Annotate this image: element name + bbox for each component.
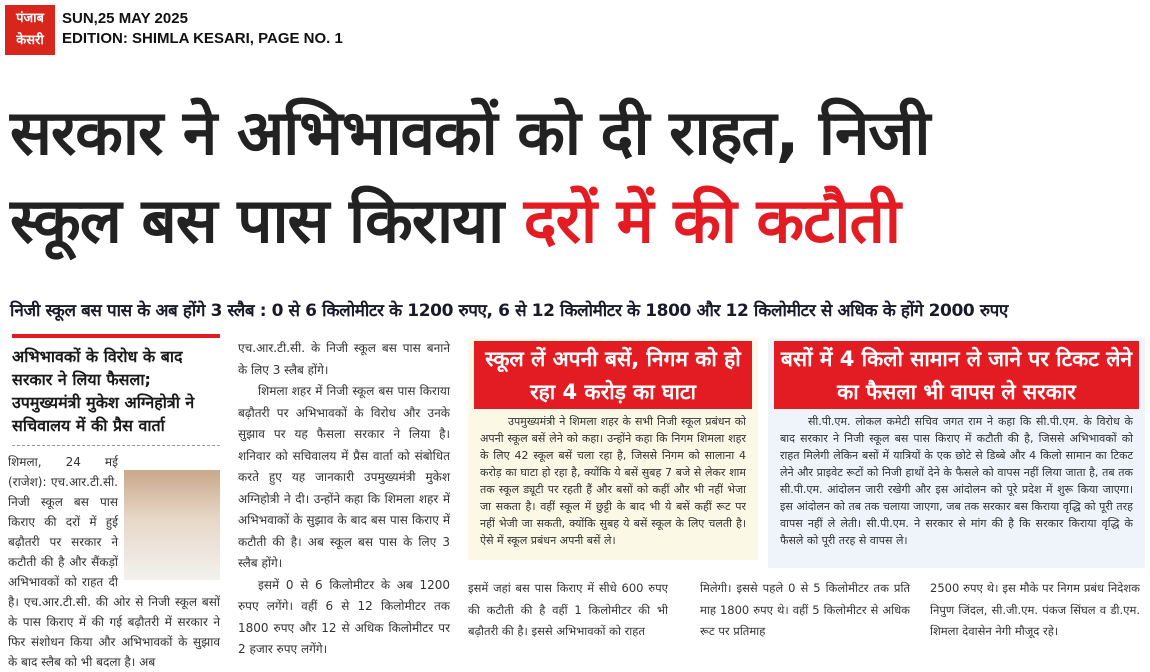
box-body: सी.पी.एम. लोकल कमेटी सचिव जगत राम ने कहा कि सी.पी.एम. के विरोध के बाद सरकार ने निजी स्कूल बस पास किराए में कटौती की है, जिससे अभिभावकों को राहत मिलेगी लेकिन बसों में यात्रियों के एक छोटे से डिब्बे और 4 किलो सामान का टिकट लेने और प्राइवेट रूटों को निजी हाथों देने के फैसले को वापस नहीं लिया जाता है, तब तक सी.पी.एम. आंदोलन जारी रखेगी और इस आंदोलन को पूरे प्रदेश में शुरू किया जाएगा। इस आंदोलन को तब तक चलाया जाएगा, जब तक सरकार बस किराया वृद्धि को पूरी तरह वापस नहीं ले लेती। सी.पी.एम. ने सरकार से मांग की है कि सरकार किराया वृद्धि के फैसले को पूरी तरह से वापस ले। <box>780 415 1133 547</box>
left-column-heading: अभिभावकों के विरोध के बाद सरकार ने लिया फैसला; उपमुख्यमंत्री मुकेश अग्निहोत्री ने सचिवालय में की प्रैस वार्ता <box>12 347 195 435</box>
bottom-column-2: मिलेगी। इससे पहले 0 से 5 किलोमीटर तक प्रति माह 1800 रुपए थे। वहीं 5 किलोमीटर से अधिक रूट पर प्रतिमाह <box>700 581 910 638</box>
bottom-column-3: 2500 रुपए थे। इस मौके पर निगम प्रबंध निदेशक निपुण जिंदल, सी.जी.एम. पंकज सिंघल व डी.एम. शिमला देवासेन नेगी मौजूद रहे। <box>930 581 1140 638</box>
newspaper-logo: पंजाब केसरी <box>5 5 55 55</box>
paragraph: एच.आर.टी.सी. के निजी स्कूल बस पास बनाने के लिए 3 स्लैब होंगे। <box>238 341 450 377</box>
article-text: शिमला, 24 मई (राजेश): एच.आर.टी.सी. निजी स्कूल बस पास किराए की दरों में हुई बढ़ौतरी पर सरकार ने कटौती की है और सैंकड़ों अभिभावकों को राहत दी है। एच.आर.टी.सी. की ओर से निजी स्कूल बसों के पास किराए में की गई बढ़ौतरी में सरकार ने फिर संशोधन किया और अभिभावकों के सुझाव के बाद स्लैब को भी बदला है। अब <box>8 455 220 669</box>
left-column-body <box>8 452 220 672</box>
cpm-demand-box <box>768 338 1145 568</box>
paragraph: इसमें 0 से 6 किलोमीटर के अब 1200 रुपए लगेंगे। वहीं 6 से 12 किलोमीटर तक 1800 रुपए और 12 से अधिक किलोमीटर पर 2 हजार रुपए लगेंगे। <box>238 577 450 656</box>
bottom-column-1: इसमें जहां बस पास किराए में सीधे 600 रुपए की कटौती की है वहीं 1 किलोमीटर की भी बढ़ौतरी की है। इससे अभिभावकों को राहत <box>468 581 668 638</box>
corporation-loss-box <box>468 338 758 560</box>
headline-line-1: सरकार ने अभिभावकों को दी राहत, निजी <box>10 96 930 169</box>
headline-line-2 <box>10 180 1145 262</box>
paragraph: शिमला शहर में निजी स्कूल बस पास किराया बढ़ौतरी पर अभिभावकों के विरोध और उनके सुझाव पर यह फैसला सरकार ने लिया है। शनिवार को सचिवालय में प्रैस वार्ता को संबोधित करते हुए यह जानकारी उपमुख्यमंत्री मुकेश अग्निहोत्री ने दी। उन्होंने कहा कि शिमला शहर में अभिभवाकों के सुझाव के बाद बस पास किराए में कटौती की है। अब स्कूल बस पास के लिए 3 स्लैब होंगे। <box>238 384 450 570</box>
box-body: उपमुख्यमंत्री ने शिमला शहर के सभी निजी स्कूल प्रबंधन को अपनी स्कूल बसें लेने को कहा। उन्होंने कहा कि निगम शिमला शहर के लिए 42 स्कूल बसें चला रहा है, जिससे निगम को सालाना 4 करोड़ का घाटा हो रहा है, क्योंकि ये बसें सुबह 7 बजे से लेकर शाम तक स्कूल ड्यूटी पर रहती हैं और बसों को कहीं और भी नहीं भेजा जा सकता है। वहीं स्कूल में छुट्टी के बाद भी ये बसें कहीं रूट पर नहीं भेजी जा सकती, क्योंकि सुबह ये बसें स्कूल के लिए चलती है। ऐसे में स्कूल प्रबंधन अपनी बसें ले। <box>480 415 746 547</box>
minister-photo <box>124 470 220 580</box>
divider <box>12 334 220 338</box>
subheadline: निजी स्कूल बस पास के अब होंगे 3 स्लैब : 0 से 6 किलोमीटर के 1200 रुपए, 6 से 12 किलोमीटर के 1800 और 12 किलोमीटर से अधिक के होंगे 2000 रुपए <box>10 301 1008 321</box>
publication-date: SUN,25 MAY 2025 <box>62 10 188 27</box>
divider <box>12 445 220 446</box>
edition-info <box>62 9 343 49</box>
second-column <box>238 338 450 661</box>
headline-black-part: स्कूल बस पास किराया <box>10 184 524 257</box>
headline-red-part: दरों में की कटौती <box>523 184 900 257</box>
box-heading: स्कूल लें अपनी बसें, निगम को हो रहा 4 करोड़ का घाटा <box>474 341 752 409</box>
box-heading: बसों में 4 किलो सामान ले जाने पर टिकट लेने का फैसला भी वापस ले सरकार <box>774 341 1139 409</box>
edition-label: EDITION: SHIMLA KESARI, PAGE NO. 1 <box>62 30 343 47</box>
